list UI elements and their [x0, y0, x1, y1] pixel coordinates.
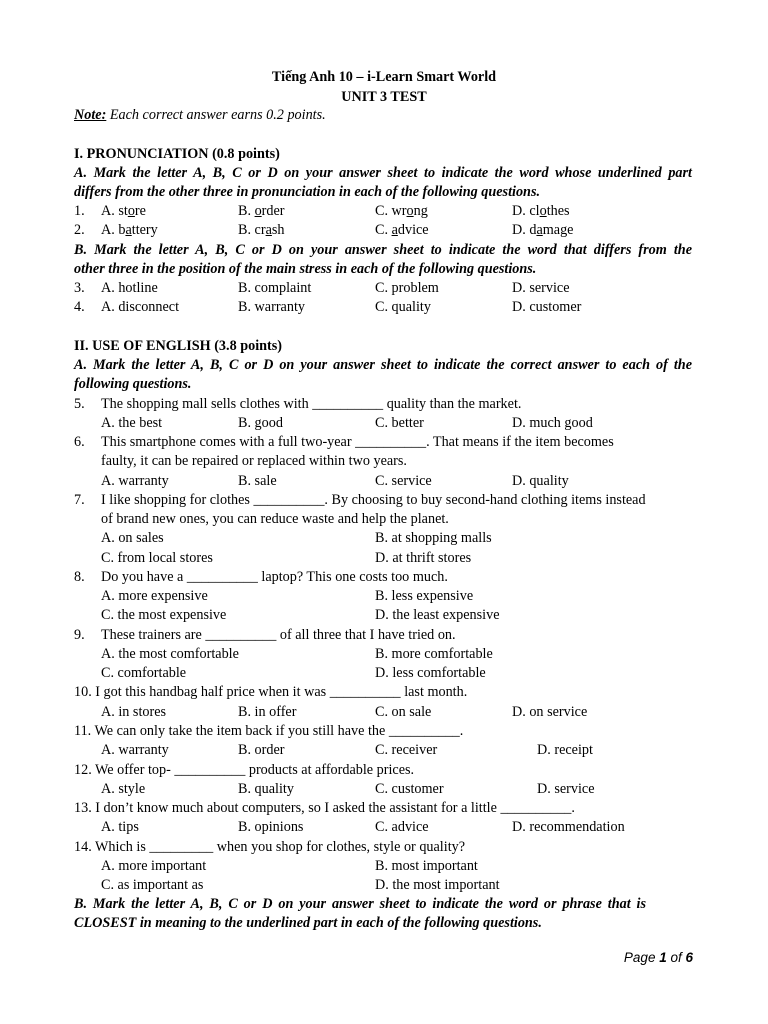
question-number: 9. [74, 627, 85, 643]
option-a: A. battery [101, 222, 158, 238]
option-b: B. sale [238, 473, 277, 489]
section-heading: II. USE OF ENGLISH (3.8 points) [74, 338, 282, 354]
option-c: C. receiver [375, 742, 438, 758]
option-a: A. disconnect [101, 299, 180, 315]
question-number: 2. [74, 222, 85, 238]
instruction: B. Mark the letter A, B, C or D on your answer sheet to indicate the word or phrase that is [74, 896, 646, 912]
option-c: C. service [375, 473, 432, 489]
note-label: Note: [74, 107, 107, 123]
option-b: B. opinions [238, 819, 304, 835]
option-b: B. more comfortable [375, 646, 493, 662]
page-number: Page 1 of 6 [623, 950, 693, 965]
option-c: C. on sale [375, 704, 432, 720]
question-text: 13. I don’t know much about computers, so I asked the assistant for a little __________. [74, 800, 575, 816]
question-text: I like shopping for clothes __________. By choosing to buy second-hand clothing items instead [101, 492, 646, 508]
option-a: A. style [101, 781, 146, 797]
note-text: Each correct answer earns 0.2 points. [106, 107, 326, 123]
question-text: The shopping mall sells clothes with __________ quality than the market. [101, 396, 522, 412]
option-b: B. less expensive [375, 588, 474, 604]
instruction: B. Mark the letter A, B, C or D on your answer sheet to indicate the word that differs from the [74, 242, 692, 258]
option-d: D. service [512, 280, 570, 296]
question-number: 1. [74, 203, 85, 219]
question-number: 6. [74, 434, 85, 450]
option-b: B. complaint [238, 280, 312, 296]
option-c: C. comfortable [101, 665, 187, 681]
instruction: CLOSEST in meaning to the underlined part in each of the following questions. [74, 915, 542, 931]
option-d: D. receipt [537, 742, 593, 758]
option-b: B. order [238, 203, 285, 219]
option-d: D. on service [512, 704, 588, 720]
note [74, 107, 326, 124]
option-a: A. warranty [101, 473, 169, 489]
option-c: C. wrong [375, 203, 428, 219]
instruction: A. Mark the letter A, B, C or D on your answer sheet to indicate the word whose underlined part [74, 165, 692, 181]
option-d: D. less comfortable [375, 665, 486, 681]
option-d: D. the least expensive [375, 607, 500, 623]
option-d: D. the most important [375, 877, 500, 893]
question-text: 11. We can only take the item back if you still have the __________. [74, 723, 464, 739]
option-a: A. on sales [101, 530, 164, 546]
question-number: 5. [74, 396, 85, 412]
option-d: D. damage [512, 222, 574, 238]
section-heading: I. PRONUNCIATION (0.8 points) [74, 146, 280, 162]
option-c: C. quality [375, 299, 431, 315]
option-a: A. the most comfortable [101, 646, 239, 662]
option-a: A. in stores [101, 704, 167, 720]
option-b: B. warranty [238, 299, 305, 315]
option-d: D. much good [512, 415, 593, 431]
option-a: A. more important [101, 858, 207, 874]
option-a: A. tips [101, 819, 139, 835]
option-b: B. crash [238, 222, 285, 238]
instruction: A. Mark the letter A, B, C or D on your answer sheet to indicate the correct answer to each of the [74, 357, 692, 373]
instruction: differs from the other three in pronunciation in each of the following questions. [74, 184, 541, 200]
option-d: D. at thrift stores [375, 550, 472, 566]
option-b: B. quality [238, 781, 294, 797]
option-d: D. recommendation [512, 819, 625, 835]
option-d: D. quality [512, 473, 569, 489]
option-b: B. in offer [238, 704, 297, 720]
option-b: B. good [238, 415, 283, 431]
instruction: other three in the position of the main stress in each of the following questions. [74, 261, 537, 277]
option-d: D. customer [512, 299, 582, 315]
option-b: B. order [238, 742, 285, 758]
option-c: C. the most expensive [101, 607, 227, 623]
question-number: 7. [74, 492, 85, 508]
option-c: C. problem [375, 280, 439, 296]
option-a: A. store [101, 203, 146, 219]
question-text: of brand new ones, you can reduce waste and help the planet. [101, 511, 449, 527]
question-text: 10. I got this handbag half price when it was __________ last month. [74, 684, 468, 700]
question-number: 4. [74, 299, 85, 315]
option-b: B. at shopping malls [375, 530, 492, 546]
option-c: C. advice [375, 222, 429, 238]
question-text: This smartphone comes with a full two-year __________. That means if the item becomes [101, 434, 614, 450]
question-number: 3. [74, 280, 85, 296]
option-c: C. customer [375, 781, 444, 797]
instruction: following questions. [74, 376, 192, 392]
question-text: These trainers are __________ of all three that I have tried on. [101, 627, 456, 643]
document-title: Tiếng Anh 10 – i-Learn Smart World [271, 69, 497, 85]
option-b: B. most important [375, 858, 478, 874]
question-number: 8. [74, 569, 85, 585]
option-c: C. from local stores [101, 550, 213, 566]
question-text: 14. Which is _________ when you shop for clothes, style or quality? [74, 839, 466, 855]
option-c: C. better [375, 415, 424, 431]
question-text: 12. We offer top- __________ products at affordable prices. [74, 762, 415, 778]
option-a: A. the best [101, 415, 163, 431]
option-d: D. clothes [512, 203, 570, 219]
option-a: A. warranty [101, 742, 169, 758]
document-subtitle: UNIT 3 TEST [341, 89, 427, 105]
option-c: C. advice [375, 819, 429, 835]
option-a: A. more expensive [101, 588, 208, 604]
question-text: faulty, it can be repaired or replaced within two years. [101, 453, 407, 469]
option-c: C. as important as [101, 877, 204, 893]
option-a: A. hotline [101, 280, 158, 296]
question-text: Do you have a __________ laptop? This one costs too much. [101, 569, 448, 585]
option-d: D. service [537, 781, 595, 797]
